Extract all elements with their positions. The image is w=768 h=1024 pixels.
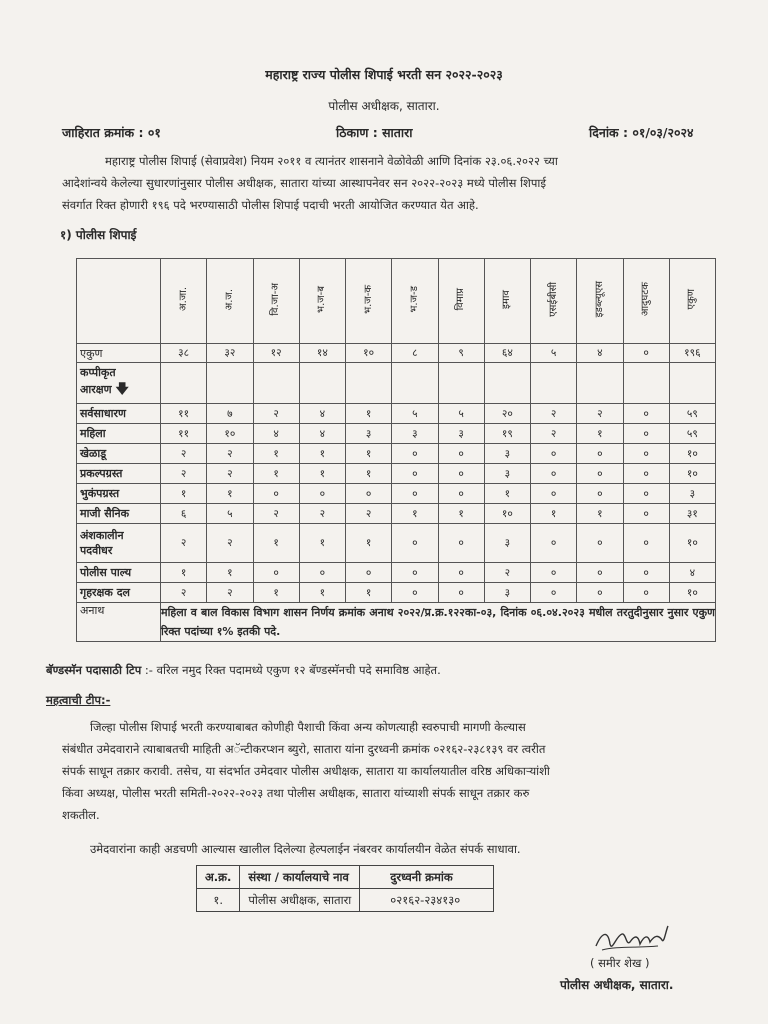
table-cell: ० [623, 504, 669, 524]
table-cell: १० [669, 444, 715, 464]
table-cell: २ [531, 424, 577, 444]
table-row [77, 444, 716, 464]
table-cell: १ [253, 464, 299, 484]
table-cell: ० [299, 563, 345, 583]
table-cell: ० [392, 583, 438, 603]
table-row [77, 504, 716, 524]
table-cell: ० [577, 563, 623, 583]
table-cell: ३ [484, 444, 530, 464]
table-cell: १ [207, 484, 253, 504]
bandsman-note: बॅण्डस्मॅन पदासाठी टिप :- वरिल नमुद रिक्त पदामध्ये एकुण १२ बॅण्डस्मॅनची पदे समाविष्ठ आहेत. [46, 663, 441, 677]
table-cell: ३ [484, 464, 530, 484]
row-label: अंशकालीन पदवीधर [77, 524, 161, 563]
table-cell: १ [161, 484, 207, 504]
vacancy-table [76, 258, 716, 642]
table-cell: २ [346, 504, 392, 524]
table-cell: ० [438, 444, 484, 464]
column-header: एकुण [669, 259, 715, 344]
important-heading: महत्वाची टीप:- [46, 693, 111, 707]
table-cell: २ [161, 444, 207, 464]
table-cell: ० [531, 583, 577, 603]
table-cell: ० [623, 524, 669, 563]
important-line-1: जिल्हा पोलीस शिपाई भरती करण्याबाबत कोणीही पैशाची किंवा अन्य कोणत्याही स्वरुपाची मागणी केल्यास [90, 720, 526, 734]
important-line-3: संपर्क साधून तक्रार करावी. तसेच, या संदर्भात उमेदवार पोलीस अधीक्षक, सातारा या कार्यालयातील वरिष्ठ अधिकाऱ्यांशी [62, 764, 550, 778]
table-cell: ० [623, 444, 669, 464]
table-cell: ० [253, 563, 299, 583]
table-row [77, 424, 716, 444]
table-cell: १ [253, 583, 299, 603]
section-title: १) पोलीस शिपाई [60, 228, 137, 242]
table-cell: ० [438, 563, 484, 583]
table-cell: ० [577, 464, 623, 484]
helpline-header-row: अ.क्र. संस्था / कार्यालयाचे नाव दुरध्वनी क्रमांक [197, 866, 494, 889]
table-cell: ३ [669, 484, 715, 504]
table-cell: २ [207, 524, 253, 563]
table-cell: ० [392, 464, 438, 484]
table-cell: २ [207, 464, 253, 484]
table-cell: ५९ [669, 404, 715, 424]
table-cell: १० [207, 424, 253, 444]
table-cell: ० [392, 444, 438, 464]
table-cell: ० [531, 484, 577, 504]
table-cell: ७ [207, 404, 253, 424]
table-cell: ० [438, 524, 484, 563]
table-cell: ३ [438, 424, 484, 444]
table-cell: ५९ [669, 424, 715, 444]
table-cell: १० [669, 524, 715, 563]
table-cell: १ [161, 563, 207, 583]
table-cell: २ [207, 444, 253, 464]
table-cell: ० [392, 524, 438, 563]
table-cell: ३ [484, 583, 530, 603]
table-cell: ११ [161, 404, 207, 424]
table-cell: ० [577, 524, 623, 563]
document-subtitle: पोलीस अधीक्षक, सातारा. [328, 99, 440, 113]
column-header: आदुघटक [623, 259, 669, 344]
table-cell: १ [299, 444, 345, 464]
column-header: वि.जा-अ [253, 259, 299, 344]
table-row [77, 484, 716, 504]
row-label: प्रकल्पग्रस्त [77, 464, 161, 484]
table-cell: १ [253, 524, 299, 563]
table-row [77, 464, 716, 484]
table-row [77, 563, 716, 583]
row-label: महिला [77, 424, 161, 444]
table-cell: १ [253, 444, 299, 464]
row-label: पोलीस पाल्य [77, 563, 161, 583]
intro-line-1: महाराष्ट्र पोलीस शिपाई (सेवाप्रवेश) नियम २०११ व त्यानंतर शासनाने वेळोवेळी आणि दिनांक २३.०६.२०२२ च्या [105, 154, 558, 168]
table-cell: १० [669, 583, 715, 603]
table-cell: ० [577, 484, 623, 504]
reservation-label: कप्पीकृत आरक्षण 🡇 [77, 363, 161, 404]
table-cell: १ [346, 464, 392, 484]
table-cell: १ [438, 504, 484, 524]
ad-date: दिनांक : ०१/०३/२०२४ [589, 125, 694, 140]
signatory-name: ( समीर शेख ) [590, 956, 650, 970]
table-cell: ० [299, 484, 345, 504]
table-cell: २ [207, 583, 253, 603]
table-cell: २ [161, 583, 207, 603]
ad-place: ठिकाण : सातारा [336, 125, 413, 140]
column-header: इडब्ल्यूएस [577, 259, 623, 344]
table-cell: ३ [484, 524, 530, 563]
table-cell: १ [299, 464, 345, 484]
intro-line-3: संवर्गात रिक्त होणारी १९६ पदे भरण्यासाठी पोलीस शिपाई पदाची भरती आयोजित करण्यात येत आहे. [62, 198, 479, 212]
table-cell: ११ [161, 424, 207, 444]
table-cell: ० [253, 484, 299, 504]
table-cell: ० [623, 464, 669, 484]
important-line-4: किंवा अध्यक्ष, पोलीस भरती समिती-२०२२-२०२३ तथा पोलीस अधीक्षक, सातारा यांच्याशी संपर्क साधून तक्रार करु [62, 786, 530, 800]
table-cell: ४ [669, 563, 715, 583]
table-cell: १ [346, 583, 392, 603]
table-cell: १० [484, 504, 530, 524]
reservation-label-row [77, 363, 716, 404]
table-cell: १० [669, 464, 715, 484]
total-row: एकुण ३८ ३२ १२ १४ १० ८ ९ ६४ ५ ४ ० १९६ [77, 344, 716, 363]
row-label: सर्वसाधारण [77, 404, 161, 424]
table-cell: ० [577, 444, 623, 464]
table-cell: २ [161, 524, 207, 563]
table-cell: १९ [484, 424, 530, 444]
arrow-down-icon: 🡇 [115, 381, 129, 397]
table-cell: १ [299, 583, 345, 603]
table-cell: २ [161, 464, 207, 484]
table-cell: ० [392, 563, 438, 583]
table-cell: ० [623, 583, 669, 603]
column-header: भ.ज-ब [299, 259, 345, 344]
table-cell: १ [577, 424, 623, 444]
table-cell: ० [531, 524, 577, 563]
table-cell: ० [623, 424, 669, 444]
table-cell: ४ [299, 404, 345, 424]
table-cell: ० [438, 484, 484, 504]
table-cell: १ [346, 444, 392, 464]
table-cell: ० [392, 484, 438, 504]
table-cell: ५ [207, 504, 253, 524]
table-cell: ० [346, 563, 392, 583]
table-cell: २ [484, 563, 530, 583]
column-header: अ.ज. [207, 259, 253, 344]
table-cell: ३ [392, 424, 438, 444]
helpline-table [196, 865, 494, 912]
table-row [77, 583, 716, 603]
table-row [77, 524, 716, 563]
row-label: भुकंपग्रस्त [77, 484, 161, 504]
important-line-5: शकतील. [62, 808, 100, 822]
signature-mark [592, 922, 670, 956]
table-cell: ० [623, 563, 669, 583]
column-header: एसईबीसी [531, 259, 577, 344]
table-cell: ० [531, 464, 577, 484]
intro-line-2: आदेशांन्वये केलेल्या सुधारणांनुसार पोलीस अधीक्षक, सातारा यांच्या आस्थापनेवर सन २०२२-२०२३ मध्ये पोलीस शिपाई [62, 176, 547, 190]
table-cell: २ [299, 504, 345, 524]
table-cell: १ [392, 504, 438, 524]
column-header: इमाव [484, 259, 530, 344]
column-header: भ.ज-ड [392, 259, 438, 344]
ad-number: जाहिरात क्रमांक : ०१ [62, 125, 161, 140]
table-cell: ४ [299, 424, 345, 444]
table-cell: ० [346, 484, 392, 504]
helpline-text: उमेदवारांना काही अडचणी आल्यास खालील दिलेल्या हेल्पलाईन नंबरवर कार्यालयीन वेळेत संपर्क साधावा. [90, 842, 521, 856]
table-cell: ० [623, 484, 669, 504]
table-cell: ० [577, 583, 623, 603]
helpline-row: १. पोलीस अधीक्षक, सातारा ०२१६२-२३४१३० [197, 889, 494, 912]
column-header: भ.ज-क [346, 259, 392, 344]
signatory-post: पोलीस अधीक्षक, सातारा. [560, 978, 674, 992]
orphan-note: महिला व बाल विकास विभाग शासन निर्णय क्रमांक अनाथ २०२२/प्र.क्र.१२२का-०३, दिनांक ०६.०४.२०२३ मधील तरतुदीनुसार नुसार एकुण रिक्त पदांच्या १% इतकी पदे. [161, 603, 716, 642]
orphan-row: अनाथ महिला व बाल विकास विभाग शासन निर्णय क्रमांक अनाथ २०२२/प्र.क्र.१२२का-०३, दिनांक ०६.०४.२०२३ मधील तरतुदीनुसार नुसार एकुण रिक्त पदांच्या १% इतकी पदे. [77, 603, 716, 642]
table-cell: १ [484, 484, 530, 504]
table-cell: २ [531, 404, 577, 424]
row-label: माजी सैनिक [77, 504, 161, 524]
table-cell: २० [484, 404, 530, 424]
table-cell: १ [577, 504, 623, 524]
table-cell: ४ [253, 424, 299, 444]
table-cell: ३१ [669, 504, 715, 524]
column-header: अ.जा. [161, 259, 207, 344]
table-cell: ५ [438, 404, 484, 424]
table-cell: ० [531, 563, 577, 583]
table-cell: १ [346, 404, 392, 424]
table-cell: १ [207, 563, 253, 583]
table-row [77, 404, 716, 424]
table-cell: ० [438, 464, 484, 484]
document-title: महाराष्ट्र राज्य पोलीस शिपाई भरती सन २०२२-२०२३ [265, 67, 503, 82]
important-line-2: संबंधीत उमेदवाराने त्याबाबतची माहिती अॅन्टीकरप्शन ब्युरो, सातारा यांना दुरध्वनी क्रमांक ०२१६२-२३८१३९ वर त्वरीत [62, 742, 546, 756]
table-cell: ३ [346, 424, 392, 444]
table-cell: ० [623, 404, 669, 424]
table-cell: ६ [161, 504, 207, 524]
row-label: गृहरक्षक दल [77, 583, 161, 603]
table-cell: १ [531, 504, 577, 524]
table-cell: २ [577, 404, 623, 424]
table-cell: २ [253, 504, 299, 524]
table-cell: २ [253, 404, 299, 424]
table-cell: ५ [392, 404, 438, 424]
table-cell: ० [531, 444, 577, 464]
table-cell: १ [299, 524, 345, 563]
row-label: खेळाडू [77, 444, 161, 464]
table-cell: ० [438, 583, 484, 603]
table-header-row [77, 259, 716, 344]
column-header: विमाप्र [438, 259, 484, 344]
table-cell: १ [346, 524, 392, 563]
